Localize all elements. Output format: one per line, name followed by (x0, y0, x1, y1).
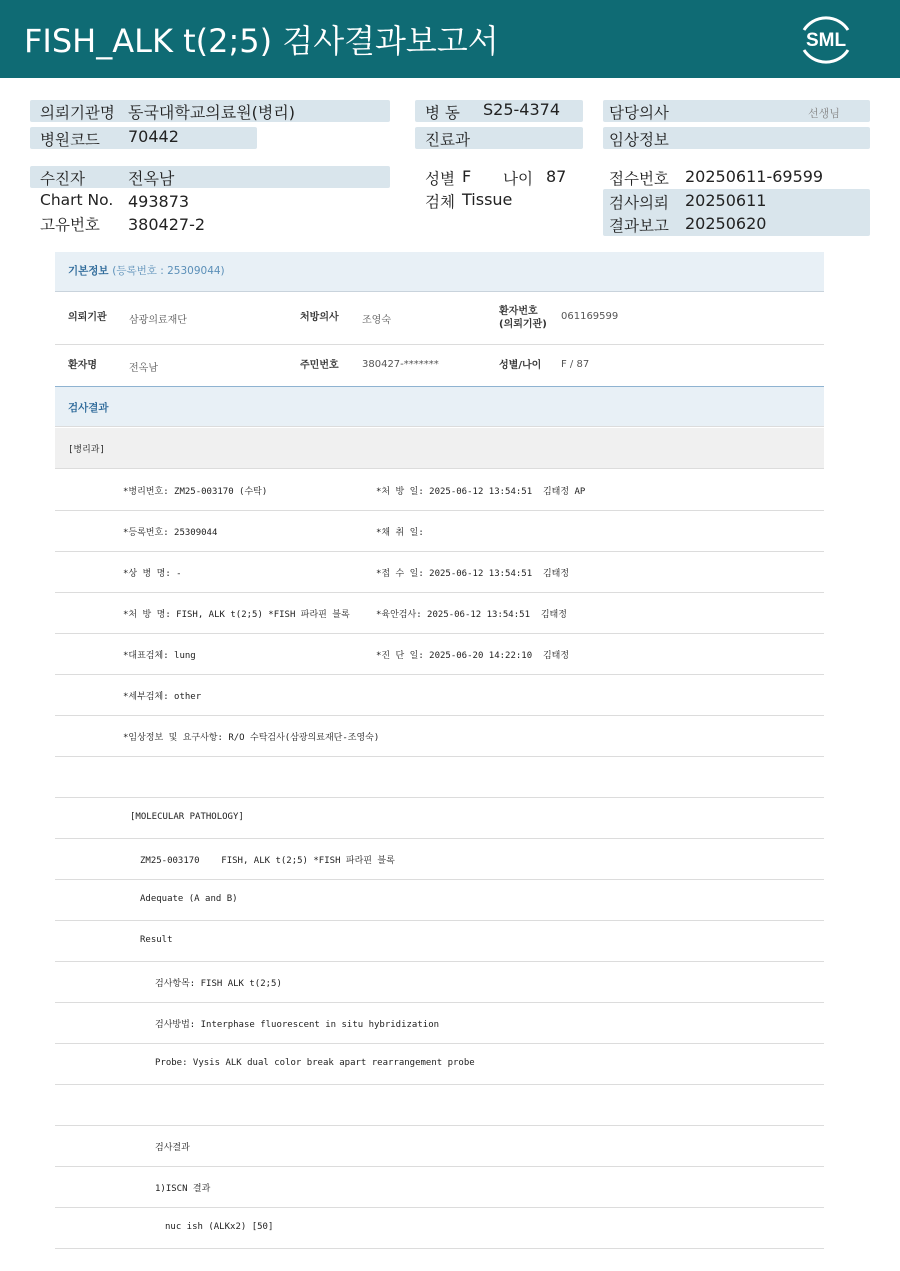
result-row-left: 검사항목: FISH ALK t(2;5) (155, 979, 282, 989)
result-row-left: Adequate (A and B) (140, 894, 238, 904)
clinical-info-label: 임상정보 (609, 131, 669, 149)
row-divider (55, 1248, 824, 1249)
row-divider (55, 920, 824, 921)
result-row-left: *세부검체: other (123, 692, 202, 702)
prescriber-label: 처방의사 (300, 312, 339, 323)
chart-no-value: 493873 (128, 192, 190, 211)
result-row-left: ZM25-003170 FISH, ALK t(2;5) *FISH 파라핀 블록 (140, 856, 395, 866)
row-divider (55, 715, 824, 716)
hospital-code-label: 병원코드 (40, 131, 100, 149)
row-divider (55, 592, 824, 593)
patient-name: 전옥남 (128, 169, 175, 188)
result-row-right: *채 취 일: (376, 528, 424, 538)
result-row-left: nuc ish (ALKx2) [50] (165, 1222, 274, 1232)
result-row-right: *진 단 일: 2025-06-20 14:22:10 김태정 (376, 651, 570, 661)
age-value: 87 (546, 167, 567, 186)
basic-info-title (68, 263, 225, 278)
result-row-left: Result (140, 935, 173, 945)
department-label: 진료과 (425, 131, 470, 149)
row-divider (55, 756, 824, 757)
result-report-value: 20250620 (685, 214, 767, 233)
rrn-label: 주민번호 (300, 360, 339, 371)
results-bar (55, 387, 824, 427)
result-row-left: *병리번호: ZM25-003170 (수탁) (123, 487, 268, 497)
unique-no-label: 고유번호 (40, 216, 100, 234)
specimen-label: 검체 (425, 193, 455, 211)
row-divider (55, 633, 824, 634)
unique-no-value: 380427-2 (128, 215, 206, 234)
sex-label: 성별 (425, 170, 455, 188)
patient-label: 수진자 (40, 170, 85, 188)
institution-label-2: 의뢰기관 (68, 312, 107, 323)
sex-age-label: 성별/나이 (499, 360, 542, 371)
result-row-left: [MOLECULAR PATHOLOGY] (130, 812, 244, 822)
institution-label: 의뢰기관명 (40, 104, 115, 122)
patient-name-value: 전옥남 (129, 363, 158, 374)
test-request-value: 20250611 (685, 191, 767, 210)
row-divider (55, 1207, 824, 1208)
prescriber-value: 조영숙 (362, 315, 391, 326)
doctor-label: 담당의사 (609, 104, 669, 122)
row-divider (55, 510, 824, 511)
result-row-left: *처 방 명: FISH, ALK t(2;5) *FISH 파라핀 블록 (123, 610, 350, 620)
rrn-value: 380427-******* (362, 359, 439, 370)
specimen-value: Tissue (462, 190, 513, 209)
result-row-left: *상 병 명: - (123, 569, 182, 579)
age-label: 나이 (503, 170, 533, 188)
registration-number: (등록번호 : 25309044) (112, 265, 225, 277)
row-divider (55, 1166, 824, 1167)
result-row-left: *대표검체: lung (123, 651, 196, 661)
basic-info-heading: 기본정보 (68, 265, 109, 277)
row-divider (55, 797, 824, 798)
receipt-value: 20250611-69599 (685, 167, 824, 186)
row-divider (55, 961, 824, 962)
result-row-left: Probe: Vysis ALK dual color break apart rearrangement probe (155, 1058, 475, 1068)
report-header (0, 0, 900, 78)
patient-no-value: 061169599 (561, 311, 619, 322)
ward-value: S25-4374 (483, 100, 561, 119)
results-title: 검사결과 (68, 402, 109, 414)
logo-text: SML (805, 30, 847, 51)
row-divider (55, 1002, 824, 1003)
patient-no-label-2: (의뢰기관) (499, 319, 547, 330)
row-divider (55, 674, 824, 675)
sml-logo (796, 12, 856, 66)
doctor-suffix: 선생님 (808, 107, 840, 120)
test-request-label: 검사의뢰 (609, 194, 669, 212)
result-row-right: *육안검사: 2025-06-12 13:54:51 김태정 (376, 610, 567, 620)
sex-value: F (462, 167, 472, 186)
result-row-left: *등록번호: 25309044 (123, 528, 218, 538)
pathology-section-label: [병리과] (68, 445, 105, 455)
result-row-right: *접 수 일: 2025-06-12 13:54:51 김태정 (376, 569, 570, 579)
receipt-label: 접수번호 (609, 170, 669, 188)
result-report-label: 결과보고 (609, 217, 669, 235)
ward-label: 병 동 (425, 104, 460, 122)
row-divider (55, 551, 824, 552)
report-title: FISH_ALK t(2;5) 검사결과보고서 (24, 22, 499, 60)
result-row-left: 1)ISCN 결과 (155, 1184, 211, 1194)
institution-value: 동국대학교의료원(병리) (128, 103, 296, 122)
row-divider (55, 1084, 824, 1085)
institution-value-2: 삼광의료재단 (129, 315, 187, 326)
pathology-section-bar (55, 428, 824, 469)
row-divider (55, 838, 824, 839)
row-divider (55, 879, 824, 880)
result-row-left: 검사방법: Interphase fluorescent in situ hybridization (155, 1020, 440, 1030)
result-row-right: *처 방 일: 2025-06-12 13:54:51 김태정 AP (376, 487, 586, 497)
sex-age-value: F / 87 (561, 359, 590, 370)
hospital-code-value: 70442 (128, 127, 179, 146)
row-divider (55, 1125, 824, 1126)
row-divider (55, 1043, 824, 1044)
patient-name-label: 환자명 (68, 360, 97, 371)
divider (55, 344, 824, 345)
result-row-left: 검사결과 (155, 1143, 190, 1153)
chart-no-label: Chart No. (40, 191, 114, 209)
result-row-left: *임상정보 및 요구사항: R/O 수탁검사(삼광의료재단-조영숙) (123, 733, 380, 743)
patient-no-label-1: 환자번호 (499, 306, 538, 317)
